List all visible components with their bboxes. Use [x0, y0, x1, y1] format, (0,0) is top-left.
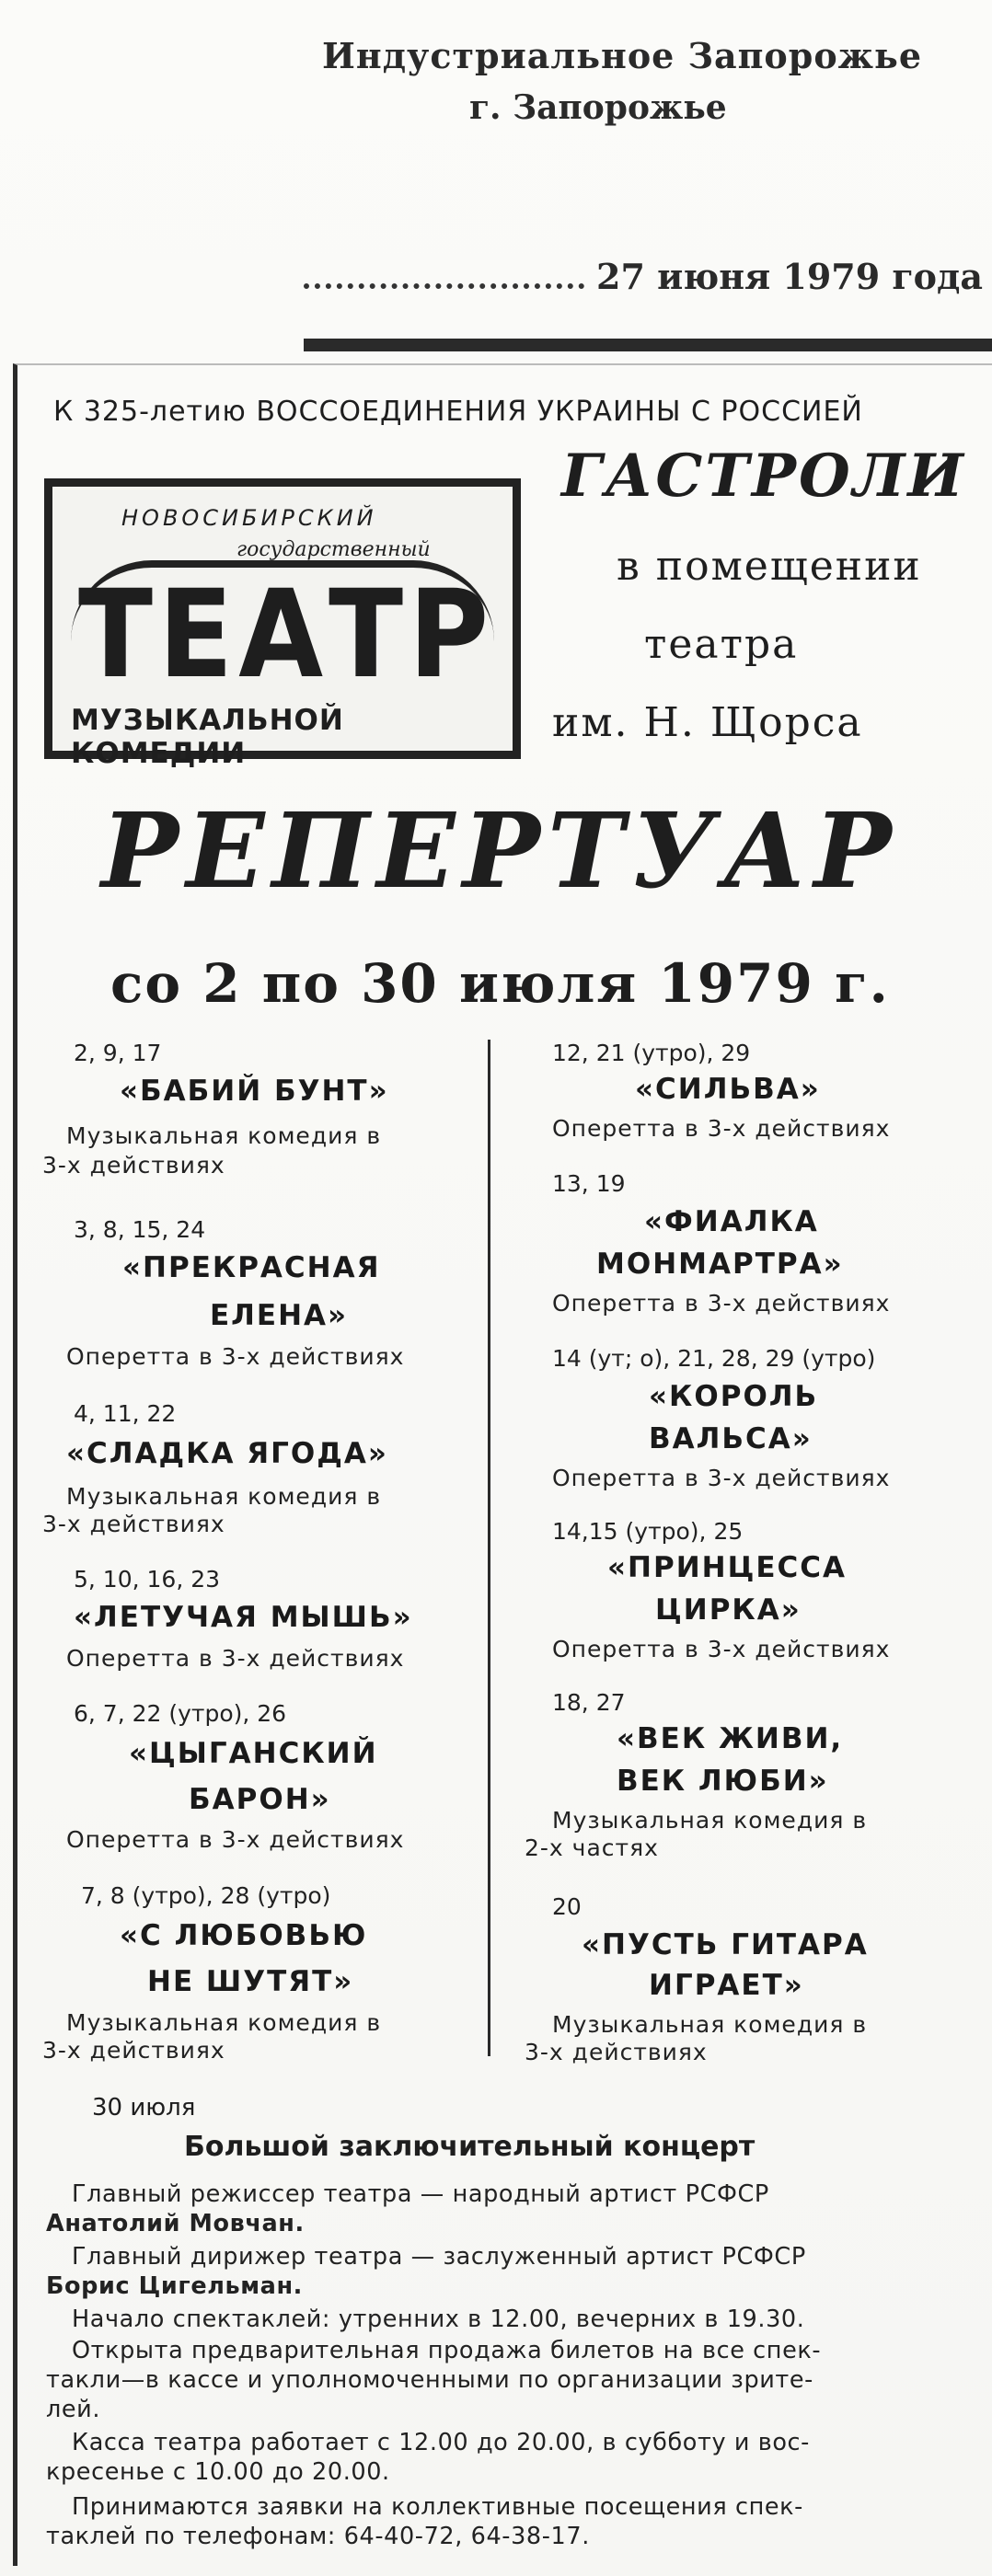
sale-line: лей. — [46, 2396, 101, 2423]
show-title: МОНМАРТРА» — [596, 1248, 844, 1281]
show-desc: Оперетта в 3-х действиях — [66, 1343, 405, 1370]
show-title: БАРОН» — [189, 1783, 331, 1816]
show-title: ЕЛЕНА» — [210, 1299, 349, 1332]
show-title: «ФИАЛКА — [644, 1205, 819, 1238]
orders-line: таклей по телефонам: 64-40-72, 64-38-17. — [46, 2523, 590, 2550]
director-line: Главный режиссер театра — народный артист РСФСР — [72, 2180, 769, 2208]
tour-line-3: им. Н. Щорса — [552, 699, 863, 746]
tour-line-1: в помещении — [617, 543, 922, 590]
theatre-logo — [44, 478, 521, 770]
show-desc: Музыкальная комедия в — [66, 2009, 382, 2036]
show-title: НЕ ШУТЯТ» — [147, 1965, 354, 1998]
logo-script-text: государственный — [236, 538, 431, 561]
logo-top-text: НОВОСИБИРСКИЙ — [121, 505, 377, 531]
sale-line: такли—в кассе и уполномоченными по организации зрите- — [46, 2366, 813, 2394]
show-dates: 12, 21 (утро), 29 — [552, 1040, 751, 1066]
sale-line: Открыта предварительная продажа билетов на все спек- — [72, 2337, 822, 2364]
concert-date: 30 июля — [92, 2094, 196, 2122]
box-office-line: Касса театра работает с 12.00 до 20.00, в субботу и вос- — [72, 2429, 810, 2456]
show-title: «БАБИЙ БУНТ» — [120, 1075, 389, 1108]
tour-line-2: театра — [644, 621, 799, 668]
show-title: «ПРИНЦЕССА — [607, 1551, 848, 1584]
show-title: «ПУСТЬ ГИТАРА — [582, 1928, 869, 1961]
show-title: ИГРАЕТ» — [649, 1969, 804, 2002]
show-desc: Оперетта в 3-х действиях — [66, 1826, 405, 1853]
show-desc: 3-х действиях — [42, 2037, 225, 2064]
show-title: «КОРОЛЬ — [649, 1380, 819, 1413]
show-dates: 14,15 (утро), 25 — [552, 1518, 744, 1545]
newspaper-name: Индустриальное Запорожье — [322, 35, 923, 76]
repertoire-heading: РЕПЕРТУАР — [101, 791, 899, 912]
show-dates: 7, 8 (утро), 28 (утро) — [81, 1882, 331, 1909]
show-title: «ВЕК ЖИВИ, — [617, 1722, 844, 1755]
show-dates: 3, 8, 15, 24 — [74, 1216, 206, 1243]
orders-line: Принимаются заявки на коллективные посещения спек- — [72, 2493, 803, 2521]
header-rule — [304, 339, 992, 351]
show-desc: Музыкальная комедия в — [552, 2011, 868, 2038]
show-desc: Оперетта в 3-х действиях — [552, 1290, 891, 1317]
show-dates: 2, 9, 17 — [74, 1040, 162, 1066]
show-title: ВЕК ЛЮБИ» — [617, 1765, 829, 1798]
show-title: «ЛЕТУЧАЯ МЫШЬ» — [74, 1601, 413, 1634]
tour-title: ГАСТРОЛИ — [561, 442, 966, 511]
box-office-line: кресенье с 10.00 до 20.00. — [46, 2458, 390, 2486]
issue-date: 27 июня 1979 года — [596, 256, 983, 297]
show-dates: 13, 19 — [552, 1170, 626, 1197]
conductor-line: Главный дирижер театра — заслуженный артист РСФСР — [72, 2243, 806, 2271]
show-title: ЦИРКА» — [655, 1593, 802, 1627]
show-dates: 20 — [552, 1893, 582, 1920]
concert-title: Большой заключительный концерт — [184, 2131, 756, 2163]
show-title: ВАЛЬСА» — [649, 1422, 813, 1455]
dedication-line: К 325-летию ВОССОЕДИНЕНИЯ УКРАИНЫ С РОССИЕЙ — [53, 396, 863, 428]
show-desc: Оперетта в 3-х действиях — [552, 1465, 891, 1491]
show-desc: Музыкальная комедия в — [66, 1122, 382, 1149]
dotted-rule — [304, 267, 584, 289]
show-dates: 14 (ут; о), 21, 28, 29 (утро) — [552, 1345, 876, 1372]
show-dates: 18, 27 — [552, 1689, 626, 1716]
show-title: «СЛАДКА ЯГОДА» — [66, 1437, 388, 1470]
show-desc: Оперетта в 3-х действиях — [66, 1645, 405, 1672]
show-title: «ЦЫГАНСКИЙ — [129, 1737, 378, 1770]
show-title: «С ЛЮБОВЬЮ — [120, 1919, 368, 1952]
show-desc: 3-х действиях — [42, 1152, 225, 1179]
show-desc: Оперетта в 3-х действиях — [552, 1115, 891, 1142]
show-desc: 3-х действиях — [525, 2039, 708, 2065]
logo-bottom-text: МУЗЫКАЛЬНОЙ КОМЕДИИ — [71, 704, 344, 770]
show-title: «ПРЕКРАСНАЯ — [122, 1251, 381, 1284]
show-title: «СИЛЬВА» — [635, 1073, 821, 1106]
start-time-line: Начало спектаклей: утренних в 12.00, вечерних в 19.30. — [72, 2306, 805, 2333]
logo-word: ТЕАТР — [78, 564, 495, 706]
show-desc: 3-х действиях — [42, 1511, 225, 1537]
conductor-name: Борис Цигельман. — [46, 2272, 303, 2300]
period-line: со 2 по 30 июля 1979 г. — [110, 952, 890, 1015]
show-dates: 5, 10, 16, 23 — [74, 1566, 221, 1593]
column-divider — [488, 1040, 490, 2056]
show-desc: 2-х частях — [525, 1834, 659, 1861]
newspaper-city: г. Запорожье — [469, 88, 727, 127]
director-name: Анатолий Мовчан. — [46, 2210, 305, 2237]
show-desc: Музыкальная комедия в — [552, 1807, 868, 1834]
show-dates: 4, 11, 22 — [74, 1400, 177, 1427]
show-dates: 6, 7, 22 (утро), 26 — [74, 1700, 287, 1727]
show-desc: Музыкальная комедия в — [66, 1483, 382, 1510]
show-desc: Оперетта в 3-х действиях — [552, 1636, 891, 1662]
